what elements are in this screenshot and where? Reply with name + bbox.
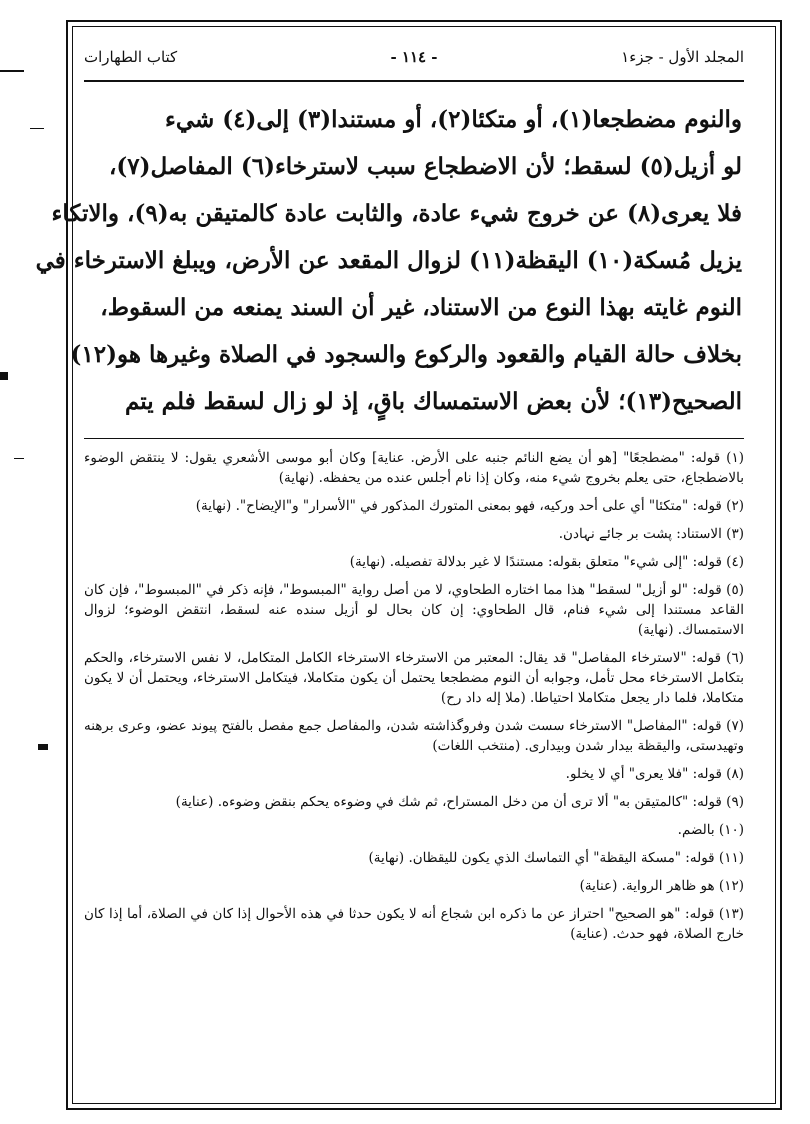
main-text-line: فلا يعرى(٨) عن خروج شيء عادة، والثابت عادة كالمتيقن به(٩)، والاتكاء	[51, 200, 742, 227]
footnote: (٢) قوله: "متكئا" أي على أحد وركيه، فهو بمعنى المتورك المذكور في "الأسرار" و"الإيضاح". (نهاية)	[195, 498, 744, 514]
header-rule	[84, 80, 744, 82]
margin-mark	[14, 458, 24, 459]
margin-mark	[30, 128, 44, 129]
footnote: (٩) قوله: "كالمتيقن به" ألا ترى أن من دخل المستراح، ثم شك في وضوءه يحكم بنقض وضوءه. (عناية)	[175, 794, 744, 810]
page-header	[84, 44, 744, 76]
footnote: (١١) قوله: "مسكة اليقظة" أي التماسك الذي يكون لليقظان. (نهاية)	[368, 850, 744, 866]
main-text-line: الصحيح(١٣)؛ لأن بعض الاستمساك باقٍ، إذ لو زال لسقط فلم يتم	[125, 388, 742, 415]
footnote: (١٢) هو ظاهر الرواية. (عناية)	[579, 878, 744, 894]
footnote-separator	[84, 438, 744, 439]
main-text-line: والنوم مضطجعا(١)، أو متكئا(٢)، أو مستندا(٣) إلى(٤) شيء	[165, 106, 742, 133]
margin-mark	[0, 372, 8, 380]
page-number: - ١١٤ -	[390, 48, 438, 66]
footnote: (٨) قوله: "فلا يعرى" أي لا يخلو.	[565, 766, 744, 782]
main-text-line: النوم غايته بهذا النوع من الاستناد، غير أن السند يمنعه من السقوط،	[100, 294, 742, 321]
volume-label: المجلد الأول - جزء١	[621, 48, 744, 66]
margin-mark	[38, 744, 48, 750]
footnote: (١٠) بالضم.	[677, 822, 744, 838]
main-text-line: يزيل مُسكة(١٠) اليقظة(١١) لزوال المقعد عن الأرض، ويبلغ الاسترخاء في	[35, 247, 742, 274]
footnote: (٦) قوله: "لاسترخاء المفاصل" قد يقال: المعتبر من الاسترخاء الاسترخاء الكامل المتكامل، لا نفس الاسترخاء، والحكم بتكامل الاسترخاء محل تأمل، وجوابه أن النوم مضطجعا يحتمل أن يكون متكاملا، فيتكامل الاسترخاء، ويحتمل أن لا يكون متكاملا، فلما دار يجعل متكاملا احتياطا. (ملا إله داد رح)	[84, 650, 744, 706]
footnote: (١٣) قوله: "هو الصحيح" احتراز عن ما ذكره ابن شجاع أنه لا يكون حدثا في هذه الأحوال إذا كان في الصلاة، أما إذا كان خارج الصلاة، فهو حدث. (عناية)	[84, 906, 744, 942]
footnote: (١) قوله: "مضطجعًا" [هو أن يضع النائم جنبه على الأرض. عناية] وكان أبو موسى الأشعري يقول: لا ينتقض الوضوء بالاضطجاع، حتى يعلم بخروج شيء منه، وكان إذا نام أجلس عنده من يحفظه. (نهاية)	[84, 450, 744, 486]
footnote: (٥) قوله: "لو أزيل" لسقط" هذا مما اختاره الطحاوي، لا من أصل رواية "المبسوط"، فإنه ذكر في "المبسوط"، فإن كان القاعد مستندا إلى شيء فنام، قال الطحاوي: إن كان بحال لو أزيل سنده عنه لسقط، انتقض الوضوء؛ لزوال الاستمساك. (نهاية)	[84, 582, 744, 638]
margin-mark	[0, 70, 24, 72]
main-text	[35, 96, 742, 425]
footnote: (٧) قوله: "المفاصل" الاسترخاء سست شدن وفروگذاشته شدن، والمفاصل جمع مفصل بالفتح پيوند عضو، وعرى برهنه وتهيدستی، واليقظة بيدار شدن وبيداری. (منتخب اللغات)	[84, 718, 744, 754]
footnote: (٣) الاستناد: پشت بر جائے نہادن.	[558, 526, 744, 542]
main-text-line: بخلاف حالة القيام والقعود والركوع والسجود في الصلاة وغيرها هو(١٢)	[70, 341, 742, 368]
footnotes	[84, 448, 744, 952]
footnote: (٤) قوله: "إلى شيء" متعلق بقوله: مستندًا لا غير بدلالة تفصيله. (نهاية)	[349, 554, 744, 570]
book-title: كتاب الطهارات	[84, 48, 178, 66]
main-text-line: لو أزيل(٥) لسقط؛ لأن الاضطجاع سبب لاسترخاء(٦) المفاصل(٧)،	[108, 153, 742, 180]
